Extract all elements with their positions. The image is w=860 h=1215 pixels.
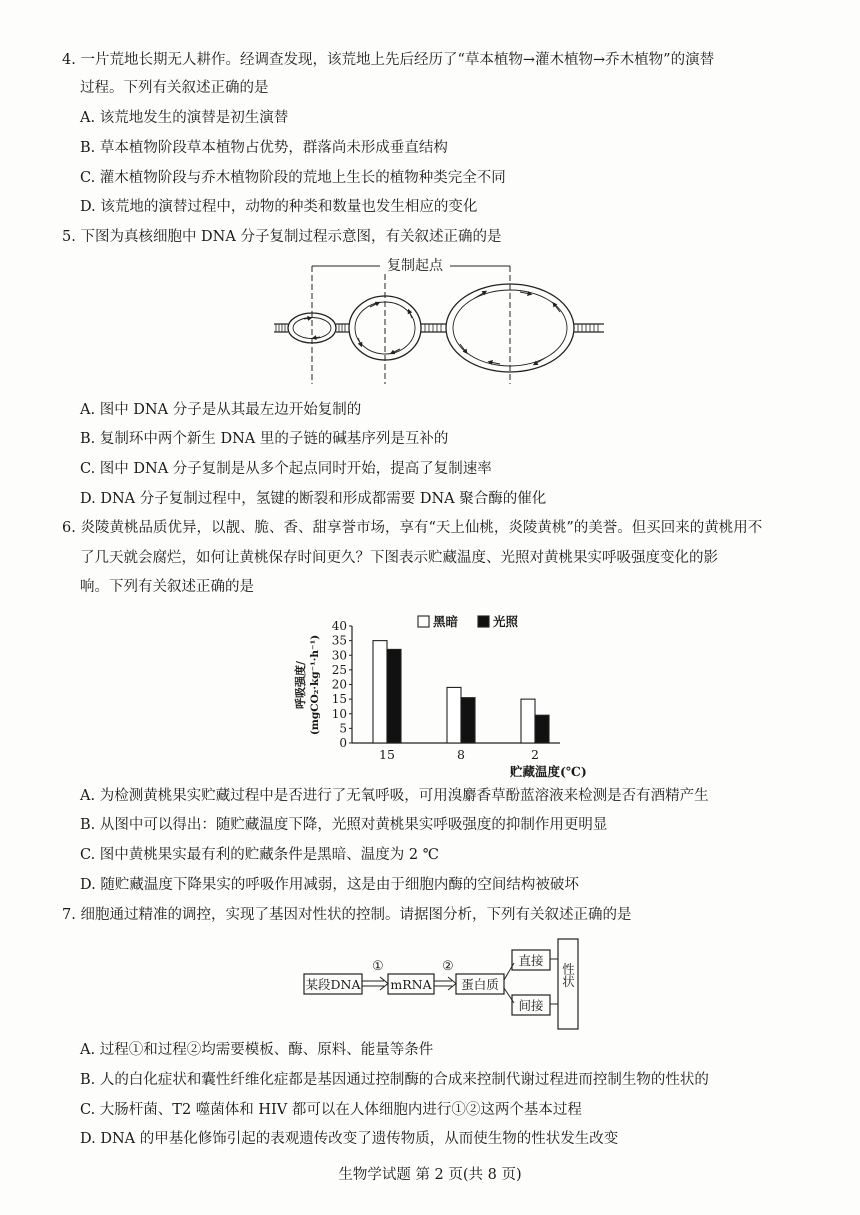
origin-label: 复制起点 xyxy=(387,258,443,274)
y-axis-title-line2: (mgCO₂·kg⁻¹·h⁻¹) xyxy=(309,634,321,736)
bar-light xyxy=(461,698,475,743)
q4-option-a: A. 该荒地发生的演替是初生演替 xyxy=(80,110,289,126)
q7-option-a: A. 过程①和过程②均需要模板、酶、原料、能量等条件 xyxy=(80,1042,434,1058)
q4-option-d: D. 该荒地的演替过程中，动物的种类和数量也发生相应的变化 xyxy=(80,199,478,215)
q4-stem-line2: 过程。下列有关叙述正确的是 xyxy=(80,80,269,96)
x-axis-title: 贮藏温度(℃) xyxy=(510,764,587,779)
q6-option-b: B. 从图中可以得出：随贮藏温度下降，光照对黄桃果实呼吸强度的抑制作用更明显 xyxy=(80,817,608,833)
bar-dark xyxy=(373,641,387,743)
dna-box-label: 某段DNA xyxy=(305,977,361,992)
legend-label: 光照 xyxy=(493,614,519,629)
bar-dark xyxy=(521,699,535,743)
direct-box-label: 直接 xyxy=(518,953,544,968)
q7-option-c: C. 大肠杆菌、T2 噬菌体和 HIV 都可以在人体细胞内进行①②这两个基本过程 xyxy=(80,1102,582,1118)
q5-option-c: C. 图中 DNA 分子复制是从多个起点同时开始，提高了复制速率 xyxy=(80,461,492,477)
q7-option-b: B. 人的白化症状和囊性纤维化症都是基因通过控制酶的合成来控制代谢过程进而控制生物的性状的 xyxy=(80,1072,709,1088)
page-footer: 生物学试题 第 2 页(共 8 页) xyxy=(338,1167,522,1183)
y-tick-label: 35 xyxy=(331,633,347,648)
respiration-bar-chart xyxy=(290,610,600,780)
q6-stem-line2: 了几天就会腐烂，如何让黄桃保存时间更久？下图表示贮藏温度、光照对黄桃果实呼吸强度变化的影 xyxy=(80,550,718,566)
legend-swatch-light xyxy=(478,616,489,627)
legend-swatch-dark xyxy=(418,616,429,627)
q4-option-c: C. 灌木植物阶段与乔木植物阶段的荒地上生长的植物种类完全不同 xyxy=(80,170,506,186)
q6-option-d: D. 随贮藏温度下降果实的呼吸作用减弱，这是由于细胞内酶的空间结构被破坏 xyxy=(80,877,579,893)
dna-replication-diagram xyxy=(270,252,610,392)
q6-stem-line1: 6. 炎陵黄桃品质优异，以靓、脆、香、甜享誉市场，享有“天上仙桃，炎陵黄桃”的美誉。但买回来的黄桃用不 xyxy=(62,520,763,536)
q4-option-b: B. 草本植物阶段草本植物占优势，群落尚未形成垂直结构 xyxy=(80,140,448,156)
bar-dark xyxy=(447,687,461,743)
y-tick-label: 30 xyxy=(331,648,347,663)
q6-stem-line3: 响。下列有关叙述正确的是 xyxy=(80,579,254,595)
y-axis-title-line1: 呼吸强度/ xyxy=(294,660,307,710)
x-tick-label: 15 xyxy=(379,747,395,762)
y-tick-label: 0 xyxy=(339,736,347,750)
q4-stem-line1: 4. 一片荒地长期无人耕作。经调查发现，该荒地上先后经历了“草本植物→灌木植物→乔木植物”的演替 xyxy=(62,52,715,68)
q7-option-d: D. DNA 的甲基化修饰引起的表观遗传改变了遗传物质，从而使生物的性状发生改变 xyxy=(80,1131,619,1147)
x-tick-label: 8 xyxy=(457,747,465,762)
trait-box-label: 性状 xyxy=(560,962,576,988)
q5-option-a: A. 图中 DNA 分子是从其最左边开始复制的 xyxy=(80,402,362,418)
y-tick-label: 40 xyxy=(331,619,347,633)
y-axis-title xyxy=(293,635,321,735)
y-tick-label: 10 xyxy=(331,706,347,721)
bar-light xyxy=(387,649,401,743)
step1-marker: ① xyxy=(372,959,384,974)
q5-option-b: B. 复制环中两个新生 DNA 里的子链的碱基序列是互补的 xyxy=(80,431,449,447)
q6-option-a: A. 为检测黄桃果实贮藏过程中是否进行了无氧呼吸，可用溴麝香草酚蓝溶液来检测是否有酒精产生 xyxy=(80,788,709,804)
q5-stem: 5. 下图为真核细胞中 DNA 分子复制过程示意图，有关叙述正确的是 xyxy=(62,229,502,245)
protein-box-label: 蛋白质 xyxy=(461,977,499,992)
gene-expression-flow-diagram xyxy=(300,935,580,1035)
legend-label: 黑暗 xyxy=(433,614,459,629)
y-tick-label: 5 xyxy=(339,721,347,736)
q5-option-d: D. DNA 分子复制过程中，氢键的断裂和形成都需要 DNA 聚合酶的催化 xyxy=(80,491,547,507)
step2-marker: ② xyxy=(442,959,454,974)
y-tick-label: 25 xyxy=(331,662,347,677)
bar-light xyxy=(535,715,549,743)
mrna-box-label: mRNA xyxy=(390,977,432,992)
indirect-box-label: 间接 xyxy=(518,998,544,1013)
q7-stem: 7. 细胞通过精准的调控，实现了基因对性状的控制。请据图分析，下列有关叙述正确的是 xyxy=(62,907,632,923)
y-tick-label: 20 xyxy=(331,677,347,692)
x-tick-label: 2 xyxy=(531,747,539,762)
q6-option-c: C. 图中黄桃果实最有利的贮藏条件是黑暗、温度为 2 ℃ xyxy=(80,847,439,863)
y-tick-label: 15 xyxy=(331,692,347,707)
